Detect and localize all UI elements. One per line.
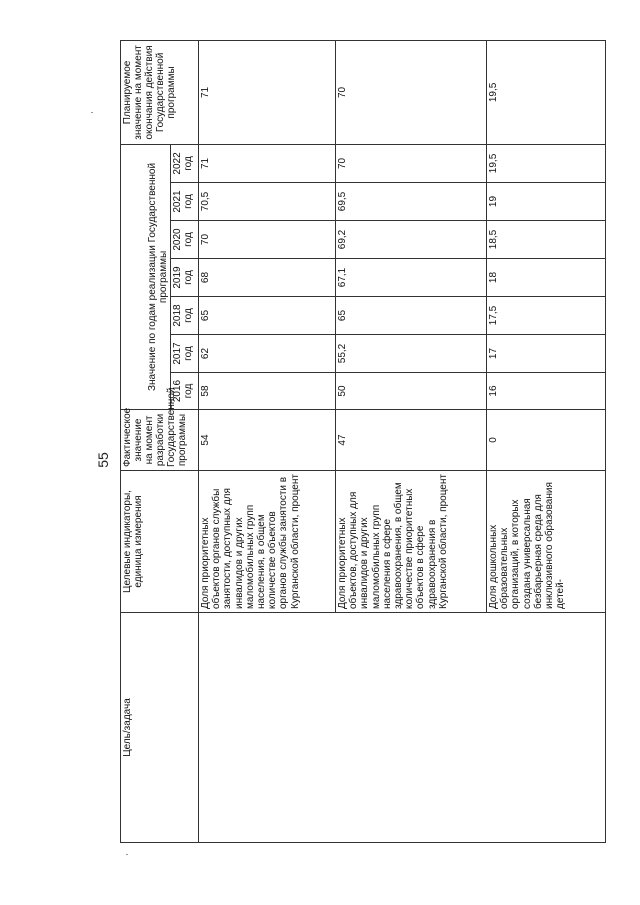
rotated-table-wrapper [120, 45, 605, 843]
indicators-table [120, 40, 606, 843]
year-value: 65 [336, 297, 487, 335]
header-row [121, 40, 171, 842]
actual-value: 54 [199, 410, 336, 471]
header-goal: Цель/задача [121, 613, 199, 843]
year-value: 55,2 [336, 335, 487, 373]
year-value: 67,1 [336, 259, 487, 297]
year-value: 69,2 [336, 221, 487, 259]
indicator-cell: Доля приоритетных объектов органов службы занятости, доступных для инвалидов и других маломобильных групп населения, в общем количестве объектов органов службы занятости в Курганской области, процент [199, 471, 336, 613]
year-value: 71 [199, 144, 336, 182]
year-value: 58 [199, 373, 336, 410]
year-header: 2022 год [171, 144, 199, 182]
year-header: 2019 год [171, 259, 199, 297]
year-header: 2017 год [171, 335, 199, 373]
header-planned: Планируемое значение на момент окончания действия Государственной программы [121, 40, 199, 144]
year-value: 62 [199, 335, 336, 373]
year-value: 69,5 [336, 183, 487, 221]
year-value: 65 [199, 297, 336, 335]
indicator-cell: Доля дошкольных образовательных организаций, в которых создана универсальная безбарьерная среда для инклюзивного образования детей- [487, 471, 606, 613]
year-value: 18 [487, 259, 606, 297]
year-header: 2018 год [171, 297, 199, 335]
year-value: 17 [487, 335, 606, 373]
year-value: 19,5 [487, 144, 606, 182]
year-value: 68 [199, 259, 336, 297]
indicator-cell: Доля приоритетных объектов, доступных для инвалидов и других маломобильных групп населения в сфере здравоохранения, в общем количестве приоритетных объектов в сфере здравоохранения в Курганской области, процент [336, 471, 487, 613]
header-actual: Фактическое значение на момент разработки Государственной программы [121, 410, 199, 471]
year-header: 2020 год [171, 221, 199, 259]
goal-cell [199, 613, 606, 843]
year-value: 50 [336, 373, 487, 410]
planned-value: 71 [199, 40, 336, 144]
page-number: 55 [95, 452, 111, 468]
year-value: 70 [199, 221, 336, 259]
year-value: 70 [336, 144, 487, 182]
actual-value: 0 [487, 410, 606, 471]
scan-speck [126, 854, 128, 855]
planned-value: 70 [336, 40, 487, 144]
planned-value: 19,5 [487, 40, 606, 144]
year-value: 19 [487, 183, 606, 221]
year-header: 2016 год [171, 373, 199, 410]
year-value: 16 [487, 373, 606, 410]
year-value: 17,5 [487, 297, 606, 335]
year-value: 18,5 [487, 221, 606, 259]
header-years-group: Значение по годам реализации Государственной программы [121, 144, 171, 409]
year-value: 70,5 [199, 183, 336, 221]
table-row [199, 40, 336, 842]
scan-speck [91, 112, 93, 113]
header-indicator: Целевые индикаторы, единица измерения [121, 471, 199, 613]
actual-value: 47 [336, 410, 487, 471]
year-header: 2021 год [171, 183, 199, 221]
